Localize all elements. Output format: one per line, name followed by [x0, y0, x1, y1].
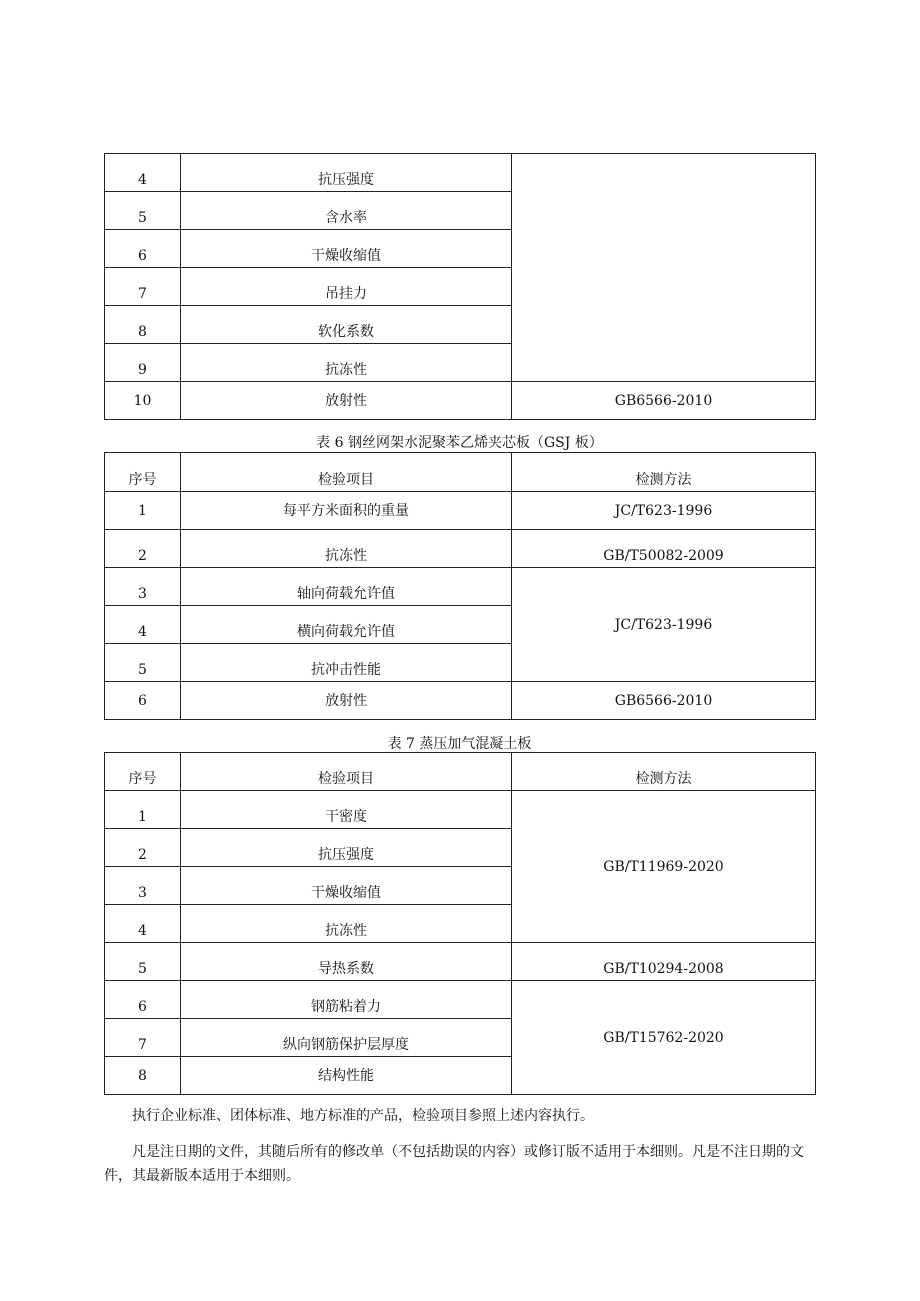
inspection-item: 吊挂力 — [181, 268, 512, 306]
row-number: 4 — [105, 606, 181, 644]
row-number: 4 — [105, 905, 181, 943]
table-row — [105, 568, 816, 606]
row-number: 5 — [105, 644, 181, 682]
inspection-item: 放射性 — [181, 682, 512, 720]
paragraph-note-standards: 执行企业标准、团体标准、地方标准的产品，检验项目参照上述内容执行。 — [132, 1108, 594, 1124]
row-number: 6 — [105, 230, 181, 268]
table-row — [105, 791, 816, 829]
row-number: 8 — [105, 1057, 181, 1095]
row-number: 5 — [105, 192, 181, 230]
row-number: 6 — [105, 981, 181, 1019]
table-row — [105, 382, 816, 420]
test-method-merged: JC/T623-1996 — [512, 568, 816, 682]
method-cell-empty — [512, 154, 816, 382]
inspection-item: 导热系数 — [181, 943, 512, 981]
inspection-item: 纵向钢筋保护层厚度 — [181, 1019, 512, 1057]
inspection-item: 轴向荷载允许值 — [181, 568, 512, 606]
table-row — [105, 530, 816, 568]
inspection-item: 结构性能 — [181, 1057, 512, 1095]
test-method: GB6566-2010 — [512, 682, 816, 720]
table-row — [105, 492, 816, 530]
test-method-merged: GB/T11969-2020 — [512, 791, 816, 943]
header-number: 序号 — [105, 453, 181, 492]
row-number: 10 — [105, 382, 181, 420]
inspection-item: 抗冻性 — [181, 530, 512, 568]
row-number: 7 — [105, 268, 181, 306]
inspection-item: 抗冻性 — [181, 344, 512, 382]
inspection-item: 干密度 — [181, 791, 512, 829]
table6-caption: 表 6 钢丝网架水泥聚苯乙烯夹芯板（GSJ 板） — [316, 435, 603, 451]
test-method: GB/T10294-2008 — [512, 943, 816, 981]
test-method: GB/T50082-2009 — [512, 530, 816, 568]
row-number: 5 — [105, 943, 181, 981]
row-number: 4 — [105, 154, 181, 192]
inspection-item: 干燥收缩值 — [181, 867, 512, 905]
inspection-item: 钢筋粘着力 — [181, 981, 512, 1019]
header-method: 检测方法 — [512, 453, 816, 492]
inspection-item: 抗冲击性能 — [181, 644, 512, 682]
inspection-item: 抗冻性 — [181, 905, 512, 943]
inspection-item: 含水率 — [181, 192, 512, 230]
row-number: 7 — [105, 1019, 181, 1057]
table-row — [105, 682, 816, 720]
table-row — [105, 981, 816, 1019]
inspection-item: 放射性 — [181, 382, 512, 420]
paragraph-note-dated-documents: 凡是注日期的文件，其随后所有的修改单（不包括勘误的内容）或修订版不适用于本细则。凡是不注日期的文件，其最新版本适用于本细则。 — [104, 1144, 804, 1184]
inspection-item: 每平方米面积的重量 — [181, 492, 512, 530]
header-method: 检测方法 — [512, 753, 816, 791]
row-number: 1 — [105, 791, 181, 829]
table-header-row — [105, 753, 816, 791]
row-number: 3 — [105, 568, 181, 606]
row-number: 2 — [105, 829, 181, 867]
inspection-item: 抗压强度 — [181, 154, 512, 192]
row-number: 9 — [105, 344, 181, 382]
inspection-item: 干燥收缩值 — [181, 230, 512, 268]
inspection-item: 抗压强度 — [181, 829, 512, 867]
test-method: GB6566-2010 — [512, 382, 816, 420]
header-item: 检验项目 — [181, 453, 512, 492]
row-number: 2 — [105, 530, 181, 568]
header-number: 序号 — [105, 753, 181, 791]
row-number: 3 — [105, 867, 181, 905]
inspection-item: 软化系数 — [181, 306, 512, 344]
inspection-item: 横向荷载允许值 — [181, 606, 512, 644]
table-row — [105, 943, 816, 981]
table-header-row — [105, 453, 816, 492]
table7 — [104, 752, 816, 1095]
table7-caption: 表 7 蒸压加气混凝土板 — [387, 736, 532, 752]
row-number: 6 — [105, 682, 181, 720]
test-method: JC/T623-1996 — [512, 492, 816, 530]
table-row — [105, 154, 816, 192]
table-continued — [104, 153, 816, 420]
test-method-merged: GB/T15762-2020 — [512, 981, 816, 1095]
row-number: 8 — [105, 306, 181, 344]
table6 — [104, 452, 816, 720]
row-number: 1 — [105, 492, 181, 530]
header-item: 检验项目 — [181, 753, 512, 791]
